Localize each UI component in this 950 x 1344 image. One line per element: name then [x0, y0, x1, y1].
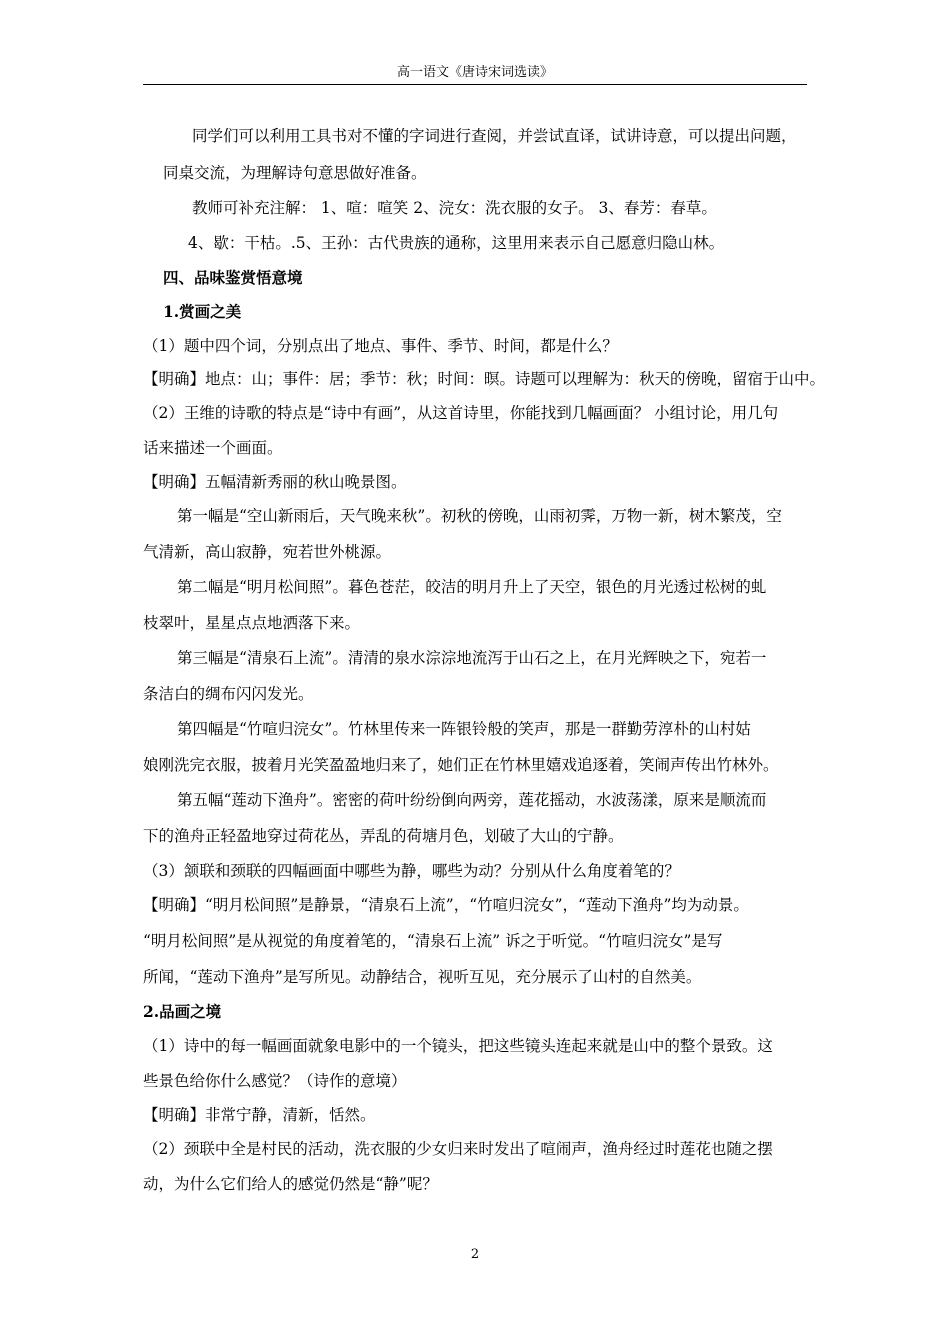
paragraph-line: 下的渔舟正轻盈地穿过荷花丛，弄乱的荷塘月色，划破了大山的宁静。: [143, 827, 624, 845]
answer-line: 【明确】五幅清新秀丽的秋山晚景图。: [143, 473, 407, 491]
answer-line: 【明确】非常宁静，清新，恬然。: [143, 1106, 376, 1124]
paragraph-line: 教师可补充注解： 1、喧：喧笑 2、浣女：洗衣服的女子。 3、春芳：春草。: [192, 199, 717, 217]
question-line: 话来描述一个画面。: [143, 439, 283, 457]
paragraph-line: 条洁白的绸布闪闪发光。: [143, 685, 314, 703]
question-line: 动，为什么它们给人的感觉仍然是“静”呢？: [143, 1175, 438, 1193]
paragraph-line: 第五幅“莲动下渔舟”。密密的荷叶纷纷倒向两旁，莲花摇动，水波荡漾，原来是顺流而: [177, 791, 767, 809]
paragraph-line: 同桌交流，为理解诗句意思做好准备。: [163, 164, 427, 182]
question-line: （2）颈联中全是村民的活动，洗衣服的少女归来时发出了喧闹声，渔舟经过时莲花也随之摆: [143, 1140, 773, 1158]
paragraph-line: 第二幅是“明月松间照”。暮色苍茫，皎洁的明月升上了天空，银色的月光透过松树的虬: [177, 578, 767, 596]
paragraph-line: 第四幅是“竹喧归浣女”。竹林里传来一阵银铃般的笑声，那是一群勤劳淳朴的山村姑: [177, 720, 751, 738]
subsection-heading: 2.品画之境: [143, 1002, 222, 1021]
answer-line: 【明确】“明月松间照”是静景，“清泉石上流”，“竹喧归浣女”，“莲动下渔舟”均为动景。: [143, 896, 749, 914]
question-line: （2）王维的诗歌的特点是“诗中有画”，从这首诗里，你能找到几幅画面？ 小组讨论，用几句: [143, 404, 779, 422]
question-line: （1）题中四个词，分别点出了地点、事件、季节、时间，都是什么？: [143, 337, 618, 355]
paragraph-line: 枝翠叶，星星点点地洒落下来。: [143, 614, 361, 632]
question-line: （1）诗中的每一幅画面就象电影中的一个镜头，把这些镜头连起来就是山中的整个景致。这: [143, 1037, 773, 1055]
answer-line: 【明确】地点：山；事件：居；季节：秋；时间：暝。诗题可以理解为：秋天的傍晚，留宿于山中。: [143, 370, 826, 388]
answer-line: 所闻，“莲动下渔舟”是写所见。动静结合，视听互见，充分展示了山村的自然美。: [143, 968, 702, 986]
header-rule: [143, 84, 807, 85]
answer-line: “明月松间照”是从视觉的角度着笔的，“清泉石上流” 诉之于听觉。“竹喧归浣女”是写: [143, 932, 723, 950]
paragraph-line: 4、歇：干枯。.5、王孙：古代贵族的通称，这里用来表示自己愿意归隐山林。: [188, 234, 725, 252]
paragraph-line: 同学们可以利用工具书对不懂的字词进行查阅，并尝试直译，试讲诗意，可以提出问题，: [192, 127, 797, 145]
paragraph-line: 第一幅是“空山新雨后，天气晚来秋”。初秋的傍晚，山雨初霁，万物一新，树木繁茂，空: [177, 507, 782, 525]
page-header: 高一语文《唐诗宋词选读》: [396, 65, 553, 80]
question-line: （3）颔联和颈联的四幅画面中哪些为静，哪些为动？分别从什么角度着笔的？: [143, 862, 680, 880]
subsection-heading: 1.赏画之美: [163, 302, 242, 321]
question-line: 些景色给你什么感觉？（诗作的意境）: [143, 1072, 407, 1090]
paragraph-line: 第三幅是“清泉石上流”。清清的泉水淙淙地流泻于山石之上，在月光辉映之下，宛若一: [177, 649, 767, 667]
section-heading: 四、品味鉴赏悟意境: [163, 268, 303, 287]
page-number: 2: [470, 1247, 480, 1262]
paragraph-line: 气清新，高山寂静，宛若世外桃源。: [143, 543, 392, 561]
paragraph-line: 娘刚洗完衣服，披着月光笑盈盈地归来了，她们正在竹林里嬉戏追逐着，笑闹声传出竹林外。: [143, 756, 779, 774]
